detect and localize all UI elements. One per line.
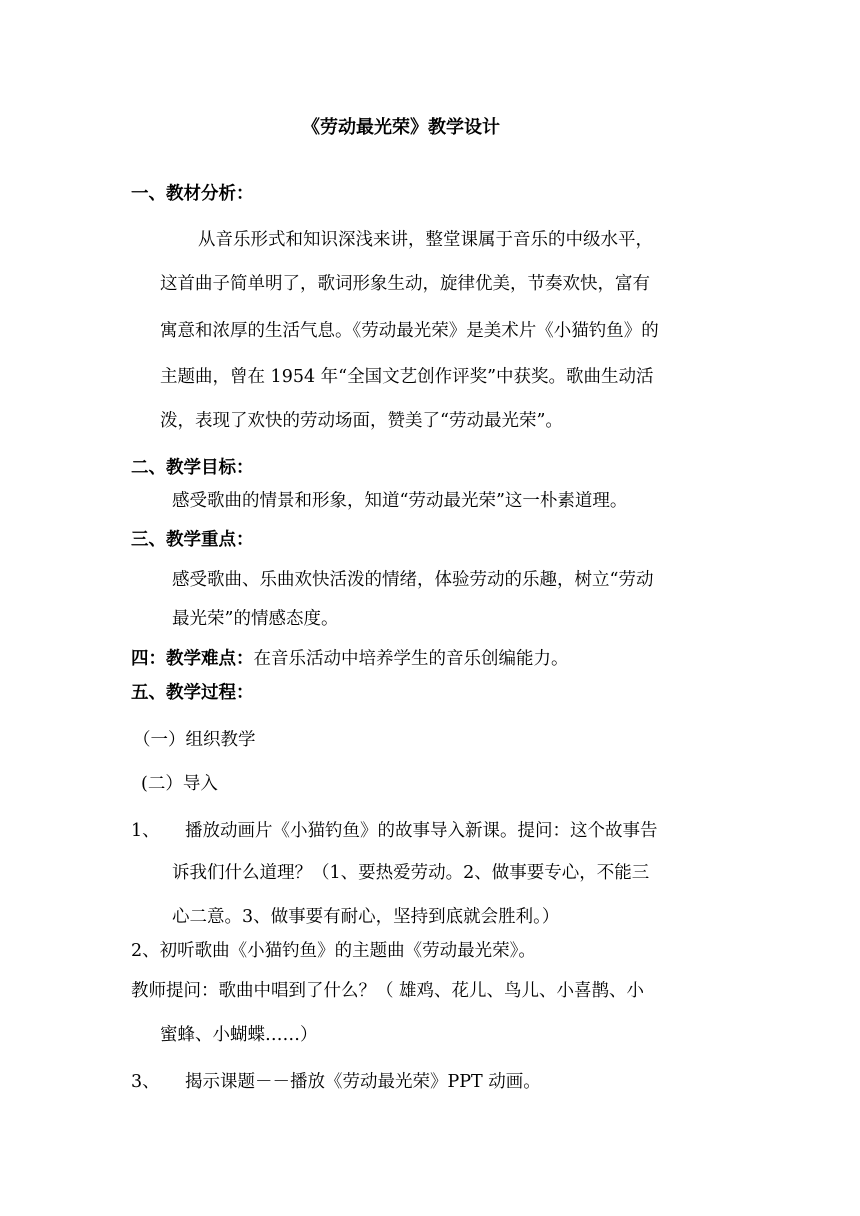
item1-line-1: 播放动画片《小猫钓鱼》的故事导入新课。提问：这个故事告 xyxy=(185,821,658,841)
section4-heading: 四：教学难点： xyxy=(131,649,254,669)
item2-text: 2、初听歌曲《小猫钓鱼》的主题曲《劳动最光荣》。 xyxy=(131,941,536,961)
section4-row xyxy=(131,648,569,670)
section1-line-5: 泼，表现了欢快的劳动场面，赞美了“劳动最光荣”。 xyxy=(160,411,563,431)
section3-line-1: 感受歌曲、乐曲欢快活泼的情绪，体验劳动的乐趣，树立“劳动 xyxy=(172,570,654,590)
section5-sub2: (二）导入 xyxy=(141,774,218,794)
section5-heading: 五、教学过程： xyxy=(131,683,254,703)
item3-text: 揭示课题－－播放《劳动最光荣》PPT 动画。 xyxy=(185,1072,541,1092)
section1-line-1: 从音乐形式和知识深浅来讲，整堂课属于音乐的中级水平， xyxy=(198,230,653,250)
section1-heading: 一、教材分析： xyxy=(131,184,254,204)
section1-line-4: 主题曲，曾在 1954 年“全国文艺创作评奖”中获奖。歌曲生动活 xyxy=(160,367,654,387)
section4-text: 在音乐活动中培养学生的音乐创编能力。 xyxy=(253,649,569,669)
section1-line-2: 这首曲子简单明了，歌词形象生动，旋律优美，节奏欢快，富有 xyxy=(160,274,650,294)
section2-heading: 二、教学目标： xyxy=(131,458,254,478)
teacher-question-line-1: 教师提问：歌曲中唱到了什么？（ 雄鸡、花儿、鸟儿、小喜鹊、小 xyxy=(131,981,645,1001)
document-title: 《劳动最光荣》教学设计 xyxy=(302,117,500,138)
item1-number: 1、 xyxy=(131,821,160,841)
section2-line: 感受歌曲的情景和形象，知道“劳动最光荣”这一朴素道理。 xyxy=(172,491,628,511)
item1-line-2: 诉我们什么道理？（1、要热爱劳动。2、做事要专心，不能三 xyxy=(172,863,650,883)
item3-number: 3、 xyxy=(131,1072,160,1092)
section1-line-3: 寓意和浓厚的生活气息。《劳动最光荣》是美术片《小猫钓鱼》的 xyxy=(160,321,659,341)
section3-line-2: 最光荣”的情感态度。 xyxy=(172,609,339,629)
section3-heading: 三、教学重点： xyxy=(131,530,254,550)
teacher-question-line-2: 蜜蜂、小蝴蝶……） xyxy=(160,1025,318,1045)
item1-line-3: 心二意。3、做事要有耐心，坚持到底就会胜利。） xyxy=(172,907,560,927)
section5-sub1: （一）组织教学 xyxy=(133,730,256,750)
